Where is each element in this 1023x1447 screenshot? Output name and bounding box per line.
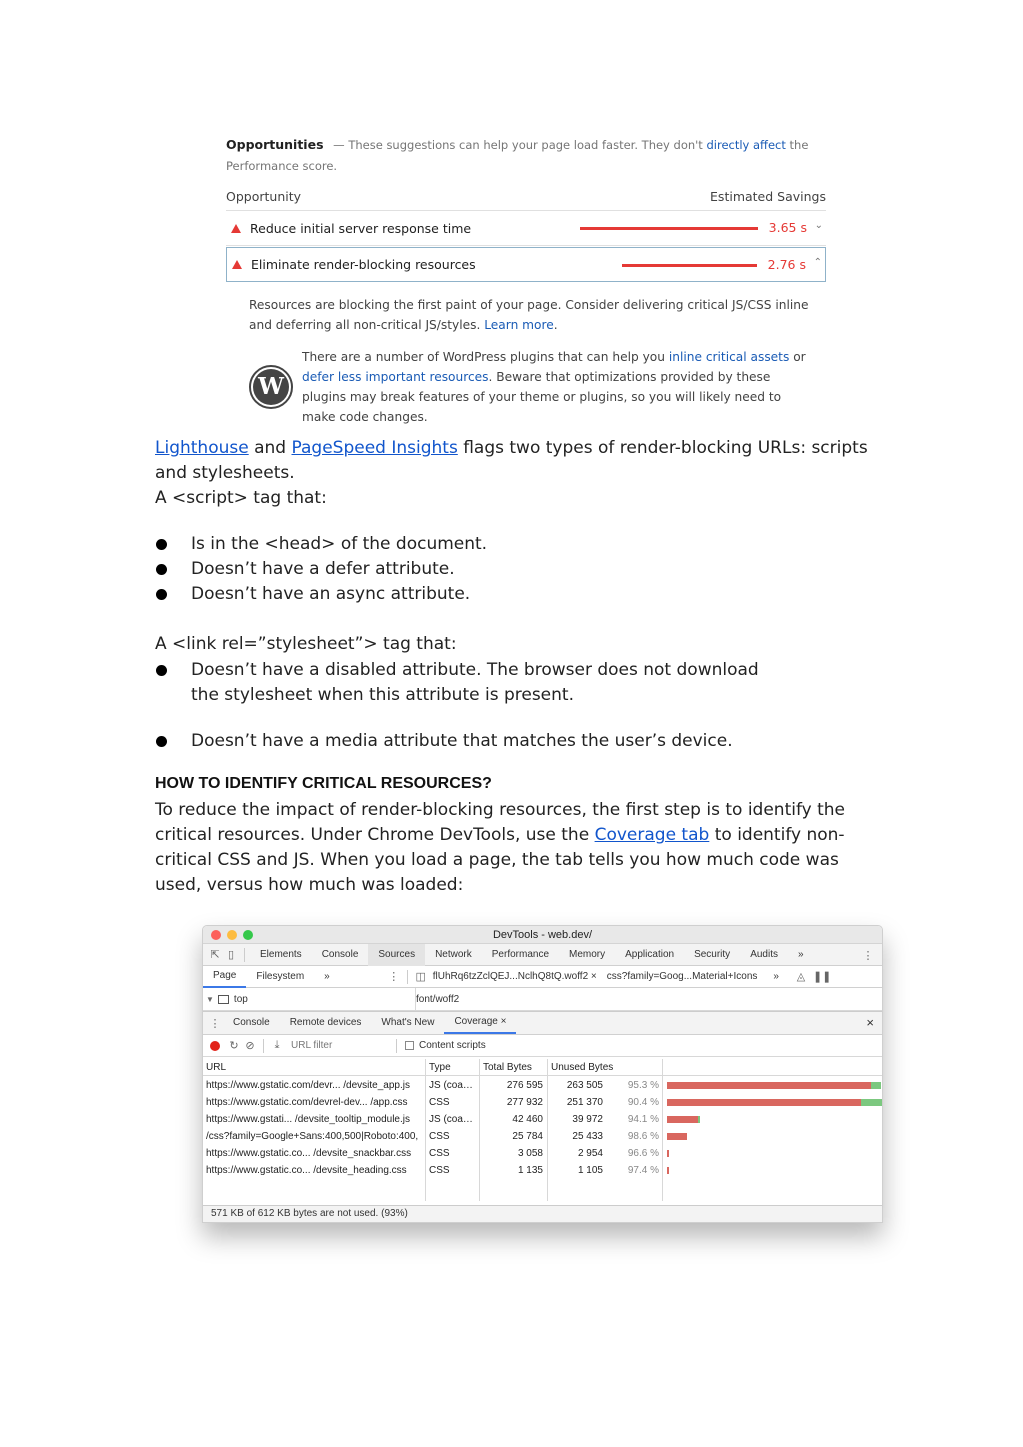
intro-text: flags two types of render-blocking URLs: scripts and stylesheets. <box>155 438 868 483</box>
bullet-text: Doesn’t have a disabled attribute. The browser does not download the stylesheet when this attribute is present. <box>191 660 759 705</box>
directly-affect-link[interactable]: directly affect <box>706 138 786 152</box>
row-type: JS (coa… <box>429 1114 473 1125</box>
used-bytes-bar <box>861 1099 882 1106</box>
bullet-icon <box>156 665 167 676</box>
wp-text-1: There are a number of WordPress plugins that can help you <box>302 350 665 364</box>
row-type: CSS <box>429 1148 450 1159</box>
tab-security[interactable]: Security <box>694 948 731 960</box>
frame-icon <box>218 995 229 1004</box>
more-tabs-icon[interactable]: » <box>797 948 804 960</box>
opportunities-intro: — These suggestions can help your page load faster. They don't <box>333 138 703 152</box>
row-total-bytes: 277 932 <box>506 1097 543 1108</box>
toggle-navigator-icon[interactable]: ◫ <box>415 971 426 983</box>
divider <box>407 970 408 984</box>
list-item <box>155 658 875 708</box>
list-item <box>155 557 875 582</box>
coverage-table <box>203 1059 883 1201</box>
opportunities-intro-line2: Performance score. <box>226 159 338 173</box>
tab-page[interactable]: Page <box>203 966 246 988</box>
url-filter-input[interactable]: URL filter <box>291 1040 333 1051</box>
description-text: Resources are blocking the first paint of your page. Consider delivering critical JS/CSS inline and deferring all non-critical JS/styles. <box>249 298 809 332</box>
wp-text-3: . Beware that optimizations provided by these plugins may break features of your theme or plugins, so you will likely need to make code changes. <box>302 370 782 424</box>
reload-icon[interactable]: ↻ <box>229 1040 239 1052</box>
row-url: https://www.gstatic.com/devrel-dev... /app.css <box>206 1097 408 1108</box>
bullet-icon <box>156 736 167 747</box>
opportunity-row-server-response[interactable] <box>226 211 826 246</box>
savings-bar <box>580 227 758 230</box>
more-nav-icon[interactable]: » <box>324 970 330 982</box>
opportunities-title: Opportunities <box>226 137 324 152</box>
script-tag-intro: A <script> tag that: <box>155 488 327 508</box>
bullet-text: Doesn’t have an async attribute. <box>191 584 471 604</box>
tab-elements[interactable]: Elements <box>260 948 302 960</box>
opportunity-label: Reduce initial server response time <box>250 220 472 236</box>
row-url: https://www.gstatic.co... /devsite_heading.css <box>206 1165 407 1176</box>
drawer-tab-coverage[interactable] <box>444 1012 516 1034</box>
coverage-text-a: To reduce the impact of render-blocking resources, the first step is to identify the critical resources. Under Chrome DevTools, use the <box>155 800 846 845</box>
drawer-tab-console[interactable]: Console <box>233 1017 270 1028</box>
close-icon[interactable]: × <box>590 970 597 982</box>
divider <box>244 948 245 962</box>
coverage-text-b: to identify non-critical CSS and JS. When you load a page, the tab tells you how much code was used, versus how much was loaded: <box>155 825 845 895</box>
wordpress-hint <box>249 347 826 427</box>
opportunities-intro-end: the <box>789 138 809 152</box>
row-unused-bytes: 2 954 <box>577 1148 603 1159</box>
toggle-debugger-icon[interactable]: ◬ <box>796 971 806 983</box>
close-window-icon[interactable] <box>211 930 221 940</box>
lighthouse-opportunities-panel <box>226 134 826 427</box>
unused-bytes-bar <box>667 1167 669 1174</box>
row-unused-bytes: 263 505 <box>566 1080 603 1091</box>
savings-value: 3.65 s <box>768 220 807 235</box>
column-unused-bytes[interactable]: Unused Bytes <box>551 1062 614 1073</box>
table-header <box>203 1059 883 1076</box>
devtools-window <box>202 925 883 1223</box>
opportunity-row-render-blocking[interactable] <box>226 247 826 282</box>
unused-bytes-bar <box>667 1082 871 1089</box>
intro-text-and: and <box>254 438 287 458</box>
row-unused-percent: 95.3 % <box>627 1080 659 1091</box>
drawer-tab-whats-new[interactable]: What's New <box>381 1017 435 1028</box>
row-total-bytes: 276 595 <box>506 1080 543 1091</box>
tab-performance[interactable]: Performance <box>491 948 550 960</box>
tab-application[interactable]: Application <box>625 948 675 960</box>
wordpress-logo-icon: W <box>249 365 293 409</box>
row-type: CSS <box>429 1097 450 1108</box>
inline-critical-assets-link[interactable]: inline critical assets <box>668 350 790 364</box>
bullet-icon <box>156 539 167 550</box>
file-type-label: font/woff2 <box>416 994 460 1005</box>
row-unused-percent: 90.4 % <box>627 1097 659 1108</box>
chevron-down-icon[interactable]: ⌄ <box>814 220 823 231</box>
kebab-menu-icon[interactable]: ⋮ <box>862 950 874 962</box>
wp-text-2: or <box>793 350 806 364</box>
panel-tabbar <box>203 944 882 966</box>
row-type: CSS <box>429 1131 450 1142</box>
learn-more-link[interactable]: Learn more <box>484 318 554 332</box>
tab-filesystem[interactable]: Filesystem <box>256 970 305 982</box>
list-item <box>155 582 875 607</box>
coverage-tab-label: Coverage <box>454 1016 498 1027</box>
coverage-toolbar <box>203 1035 882 1057</box>
column-estimated-savings: Estimated Savings <box>710 189 826 204</box>
bullet-icon <box>156 564 167 575</box>
chevron-up-icon[interactable]: ⌃ <box>813 257 822 268</box>
row-unused-percent: 96.6 % <box>627 1148 659 1159</box>
list-item <box>155 729 875 754</box>
maximize-window-icon[interactable] <box>243 930 253 940</box>
row-url: https://www.gstati... /devsite_tooltip_module.js <box>206 1114 410 1125</box>
minimize-window-icon[interactable] <box>227 930 237 940</box>
tab-memory[interactable]: Memory <box>569 948 606 960</box>
coverage-status-bar: 571 KB of 612 KB bytes are not used. (93%) <box>203 1205 882 1222</box>
tab-network[interactable]: Network <box>435 948 472 960</box>
window-title: DevTools - web.dev/ <box>492 929 593 941</box>
opportunity-columns <box>226 189 826 211</box>
unused-bytes-bar <box>667 1133 687 1140</box>
tab-audits[interactable]: Audits <box>750 948 778 960</box>
drawer-tabbar <box>203 1011 882 1035</box>
warning-triangle-icon <box>231 224 241 233</box>
used-bytes-bar <box>871 1082 881 1089</box>
row-type: JS (coa… <box>429 1080 473 1091</box>
tab-sources[interactable]: Sources <box>368 944 425 966</box>
bullet-text: Doesn’t have a media attribute that matches the user’s device. <box>191 731 733 751</box>
tree-item-top[interactable]: top <box>233 993 248 1005</box>
list-item <box>155 532 875 557</box>
row-unused-percent: 94.1 % <box>627 1114 659 1125</box>
row-total-bytes: 3 058 <box>517 1148 543 1159</box>
content-scripts-checkbox[interactable] <box>405 1041 414 1050</box>
drawer-tab-remote-devices[interactable]: Remote devices <box>289 1017 362 1028</box>
row-total-bytes: 42 460 <box>512 1114 543 1125</box>
divider <box>396 1039 397 1053</box>
tab-console[interactable]: Console <box>321 948 359 960</box>
download-icon[interactable]: ⤓ <box>274 1039 280 1051</box>
row-url: /css?family=Google+Sans:400,500|Roboto:400, <box>206 1131 419 1142</box>
more-files-icon[interactable]: » <box>773 970 779 982</box>
devtools-titlebar <box>203 926 882 944</box>
section-heading: HOW TO IDENTIFY CRITICAL RESOURCES? <box>155 775 492 792</box>
file-tab-css[interactable]: css?family=Goog...Material+Icons <box>606 970 758 982</box>
unused-bytes-bar <box>667 1150 669 1157</box>
kebab-menu-icon[interactable]: ⋮ <box>388 971 400 983</box>
link-tag-intro: A <link rel=”stylesheet”> tag that: <box>155 634 457 654</box>
coverage-paragraph <box>155 798 885 898</box>
row-url: https://www.gstatic.com/devr... /devsite_app.js <box>206 1080 410 1091</box>
defer-resources-link[interactable]: defer less important resources <box>302 370 489 384</box>
bullet-text: Doesn’t have a defer attribute. <box>191 559 455 579</box>
savings-bar <box>622 264 757 267</box>
unused-bytes-bar <box>667 1116 698 1123</box>
bullet-icon <box>156 589 167 600</box>
row-unused-bytes: 25 433 <box>572 1131 603 1142</box>
unused-bytes-bar <box>667 1099 861 1106</box>
wordpress-hint-text <box>302 347 812 427</box>
coverage-tab-link[interactable]: Coverage tab <box>594 825 710 845</box>
row-total-bytes: 25 784 <box>512 1131 543 1142</box>
file-tab-label: flUhRq6tzZclQEJ...NclhQ8tQ.woff2 <box>432 970 589 982</box>
column-type[interactable]: Type <box>429 1062 451 1073</box>
content-scripts-label: Content scripts <box>419 1040 486 1051</box>
column-url[interactable]: URL <box>206 1062 227 1073</box>
file-tab-woff2[interactable] <box>429 966 601 988</box>
sources-subbar <box>203 966 882 988</box>
row-unused-bytes: 1 105 <box>577 1165 603 1176</box>
close-drawer-icon[interactable]: × <box>866 1015 874 1030</box>
column-total-bytes[interactable]: Total Bytes <box>483 1062 532 1073</box>
file-tree-row <box>203 988 882 1011</box>
row-unused-percent: 98.6 % <box>627 1131 659 1142</box>
row-total-bytes: 1 135 <box>517 1165 543 1176</box>
kebab-menu-icon[interactable]: ⋮ <box>209 1017 221 1030</box>
savings-value: 2.76 s <box>767 257 806 272</box>
pagespeed-insights-link[interactable]: PageSpeed Insights <box>291 438 458 458</box>
intro-paragraph <box>155 436 885 511</box>
divider <box>263 1039 264 1053</box>
device-toolbar-icon[interactable]: ▯ <box>227 949 235 961</box>
clear-icon[interactable]: ⊘ <box>245 1040 255 1052</box>
pause-icon[interactable]: ❚❚ <box>812 971 832 983</box>
inspect-element-icon[interactable]: ⇱ <box>210 949 220 961</box>
used-bytes-bar <box>698 1116 700 1123</box>
row-unused-bytes: 39 972 <box>572 1114 603 1125</box>
opportunity-label: Eliminate render-blocking resources <box>251 257 476 272</box>
warning-triangle-icon <box>232 260 242 269</box>
expand-arrow-icon[interactable]: ▼ <box>206 994 214 1004</box>
bullet-text: Is in the <head> of the document. <box>191 534 488 554</box>
close-icon[interactable]: × <box>500 1016 507 1027</box>
row-url: https://www.gstatic.co... /devsite_snackbar.css <box>206 1148 412 1159</box>
row-type: CSS <box>429 1165 450 1176</box>
opportunities-header <box>226 134 826 177</box>
column-opportunity: Opportunity <box>226 189 302 204</box>
row-unused-bytes: 251 370 <box>566 1097 603 1108</box>
record-icon[interactable] <box>210 1041 220 1051</box>
opportunity-description: Resources are blocking the first paint of your page. Consider delivering critical JS/CSS inline and deferring all non-critical JS/styles. Learn more. <box>249 298 809 332</box>
window-controls <box>211 930 253 940</box>
row-unused-percent: 97.4 % <box>627 1165 659 1176</box>
lighthouse-link[interactable]: Lighthouse <box>155 438 249 458</box>
